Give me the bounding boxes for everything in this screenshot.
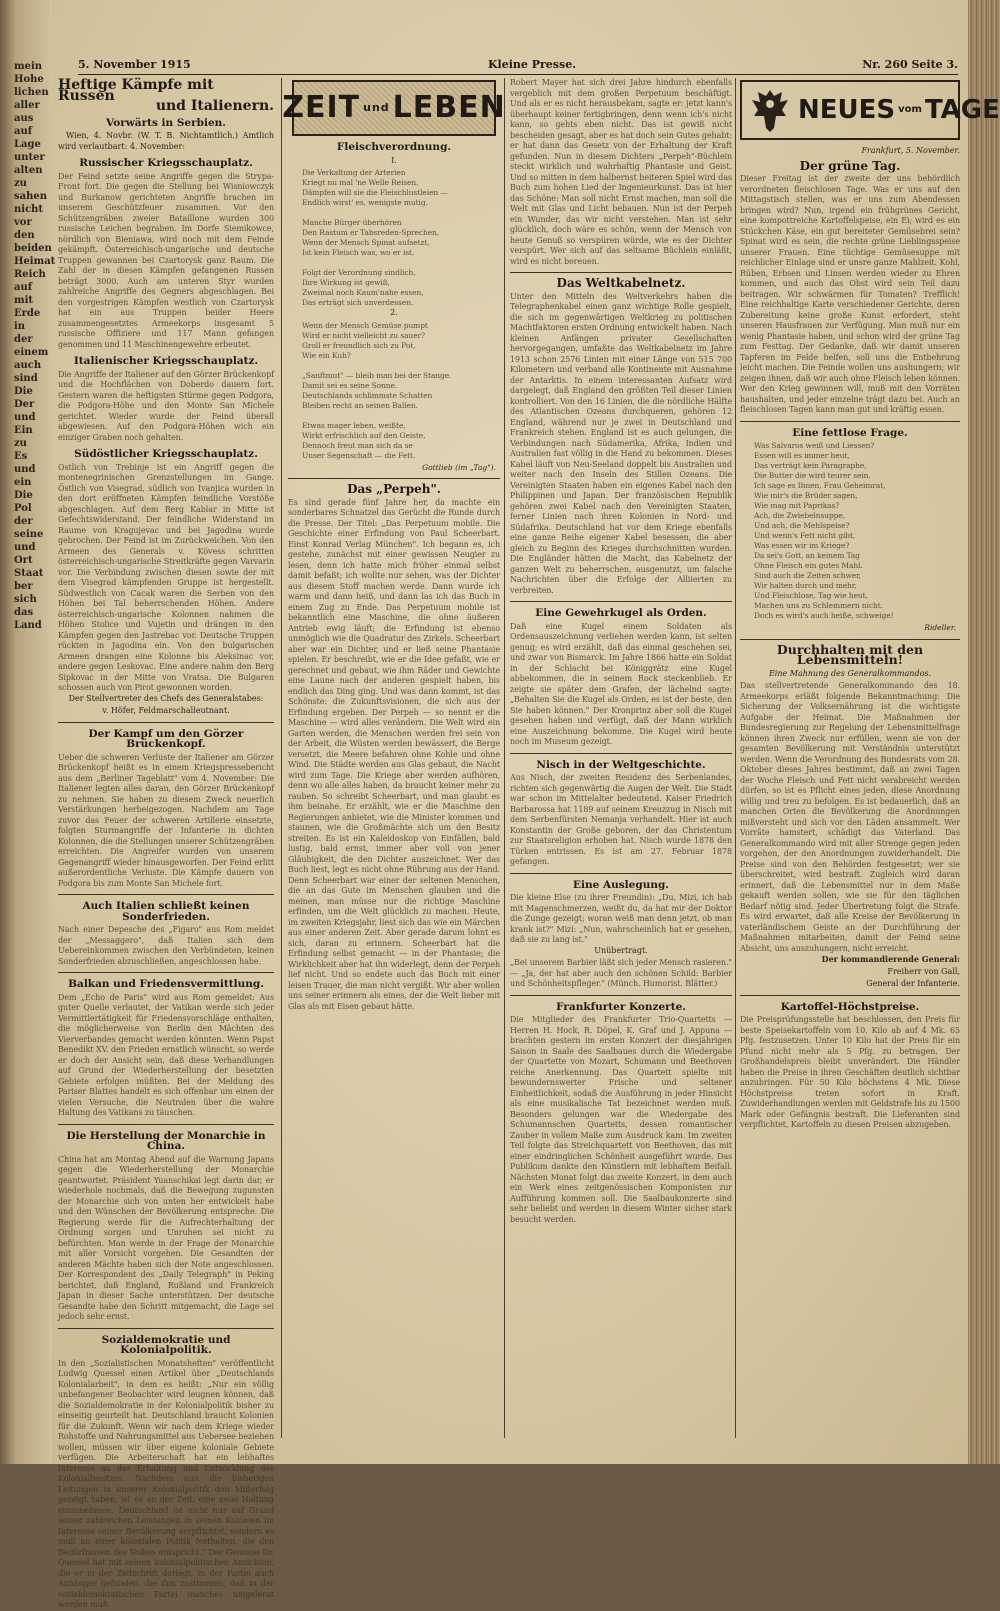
signature: Der Stellvertreter des Chefs des Generalstabes:: [68, 693, 264, 703]
headline: und Italienern.: [155, 98, 274, 114]
section-heading: Eine fettlose Frage.: [792, 426, 908, 439]
masthead-word: und: [363, 100, 390, 114]
divider: [510, 601, 732, 602]
column-1: [58, 77, 274, 1609]
section-heading: Das „Perpeh".: [347, 482, 441, 496]
header-date: 5. November 1915: [78, 58, 191, 71]
article-text: Unter den Mitteln des Weltverkehrs haben die Telegraphenkabel einen ganz wichtige Rolle gespielt, die sich im gegenwärtigen Weltkrieg zu politischen Machtfaktoren ersten Ordnung entwickelt haben. Nach kleinen Anfängen privater Gesellschaften hervorgegangen, umfaßte das Weltkabelnetz im Jahre 1913 schon 2576 Linien mit einer Länge von 515 700 Kilometern und verband alle Kontinente mit Ausnahme der Antarktis. In einem interessanten Aufsatz wird dargelegt, daß England den größten Teil dieser Linien kontrolliert. Von den 16 Linien, die die nördliche Hälfte des Atlantischen Ozeans durchqueren, gehören 12 England, während nur je zwei in Deutschland und Frankreich stehen. England ist es auch gelungen, die Verbindungen nach Südamerika, Afrika, Indien und Australien fast völlig in die Hand zu bekommen. Dieses Kabel läuft von Neu-Seeland doppelt bis Australien und weiter nach den Inseln des Stillen Ozeans. Die Vereinigten Staaten haben ein eigenes Kabel nach den Philippinen und Japan. Der französischen Republik gehören zwei Kabel nach den Vereinigten Staaten, ferner Linien nach ihren Kolonien in Nord- und Südafrika. Deutschland hat vor dem Kriege ebenfalls eine ganze Reihe eigener Kabel besessen, die aber gleich zu Beginn des Krieges durchschnitten wurden. Die Engländer hätten die Macht, das Kabelnetz der ganzen Welt zu beherrschen, ausgenutzt, um falsche Nachrichten über die Erfolge der Alliierten zu verbreiten.: [510, 291, 732, 595]
section-heading: Eine Gewehrkugel als Orden.: [535, 607, 707, 619]
divider: [510, 753, 732, 754]
divider: [740, 639, 960, 640]
masthead-word: ZEIT: [282, 89, 361, 125]
poem-signature: Gottlieb (im „Tag").: [422, 462, 496, 472]
article-text: Die kleine Else (zu ihrer Freundin): „Du, Mizi, ich hab mit Magenschmerzen, weißt du, da hat mir der Doktor die Zunge gezeigt; woran weiß man denn jetzt, ob man krank ist?" Mizi: „Nun, wahrscheinlich hat er gesehen, daß sie zu lang ist.": [510, 893, 732, 944]
article-text: In den „Sozialistischen Monatsheften" veröffentlicht Ludwig Quessel einen Artikel über „Deutschlands Kolonialarbeit", in dem es heißt: „Nur ein völlig unbefangener Beobachter wird leugnen können, daß die Sozialdemokratie in der Kolonialpolitik bisher zu einseitig geurteilt hat. Deutschland braucht Kolonien für die Zukunft. Wenn wir nach dem Kriege wieder Rohstoffe und Nahrungsmittel aus Uebersee beziehen wollen, müssen wir über eigene koloniale Gebiete verfügen. Die Arbeiterschaft hat ein lebhaftes Interesse an der Erhaltung und Entwicklung des Kolonialbesitzes. Nachdem nun die bisherigen Leitungen in unserer Kolonialpolitik den Mißerfolg gezeigt haben, ist es an der Zeit, eine neue Haltung einzunehmen. Deutschland ist nicht nur auf Grund seiner zahlreichen Leistungen in seinen Kolonien im Interesse seiner Bevölkerung verpflichtet, sondern es muß an einer kolonialen Politik festhalten, die den Bedürfnissen des Volkes entspricht." Der Genosse Dr. Quessel hat mit seinen kolonialpolitischen Ansichten, die er in der Zeitschrift darlegt, in der Partei auch Anhänger gefunden, die ihm zustimmen, daß in der sozialdemokratischen Partei manches umgelernt werden muß.: [58, 1358, 274, 1609]
column-rule: [281, 78, 282, 1438]
article-text: Es sind gerade fünf Jahre her, da machte ein sonderbares Schnatzel das Gerücht die Runde durch die Presse. Der Titel: „Das Perpetuum mobile. Die Geschichte einer Erfindung von Paul Scheerbart. Einst Konrad Verlag München". Ich begann es, ich gestehe, zunächst mit einer gewissen Neugier zu lesen, denn ich hatte mich früher einmal selbst damit befaßt; ich wollte nur sehen, was der Dichter aus diesem Stoff machen werde. Dann wurde ich warm und dann heiß, und dann las ich das Buch in einem Zug zu Ende. Das Perpetuum mobile ist bekanntlich eine Maschine, die ohne äußeren Antrieb ewig läuft; die Erfindung ist ebenso unmöglich wie die Quadratur des Zirkels. Scheerbart aber war ein Dichter, und er ließ seine Phantasie spielen. Er beschreibt, wie er die Idee gefaßt, wie er gerechnet und gebaut, wie ihm Räder und Gewichte eine Laune nach der anderen gespielt haben, bis endlich das Ding ging. Und was dann kommt, ist das Schönste: die Zukunftsvisionen, die sich aus der Erfindung ergeben. Der Perpeh — so nennt er die Maschine — wird alles verändern. Die Welt wird ein Garten werden, die Menschen werden frei sein von der Arbeit, die Wüsten werden bewässert, die Berge versetzt, die Meere befahren ohne Kohle und ohne Wind. Die Städte werden aus Glas gebaut, die Nacht wird zum Tage. Die Kriege aber werden aufhören, denn wo alle alles haben, da braucht keiner mehr zu rauben. So schreibt Scheerbart, und man glaubt es ihm beinahe. Er erzählt, wie er die Maschine den Regierungen anbietet, wie die Minister kommen und staunen, wie die Großmächte sich um den Besitz streiten. Es ist ein Kaleidoskop von Einfällen, bald lustig, bald ernst, immer aber voll von jener Gläubigkeit, die den Dichter auszeichnet. Wer das Buch liest, legt es nicht ohne Rührung aus der Hand. Denn Scheerbart war einer der seltenen Menschen, die an das Gute im Menschen glauben und die meinen, man müsse nur die richtige Maschine erfinden, um die Welt glücklich zu machen. Heute, im zweiten Kriegsjahr, liest sich das wie ein Märchen aus einer anderen Zeit. Aber gerade darum lohnt es sich, daran zu erinnern. Scheerbart hat die Erfindung selbst gemacht — in der Phantasie; die Wirklichkeit aber hat ihn widerlegt, denn der Perpeh lief nicht. Und so endete auch das Buch mit einer leisen Trauer, die man nicht vergißt. Wir aber wollen uns seiner erinnern als eines, der die Welt lieber mit Glas als mit Eisen gebaut hätte.: [288, 497, 500, 1011]
divider: [58, 894, 274, 895]
signature: General der Infanterie.: [866, 979, 960, 988]
signature: Der kommandierende General:: [821, 954, 960, 964]
divider: [58, 1124, 274, 1125]
section-heading: Südöstlicher Kriegsschauplatz.: [74, 448, 258, 460]
signature: v. Höfer, Feldmarschalleutnant.: [102, 706, 230, 715]
poem-text: Wenn der Mensch Gemüse pumpt Wird er nicht vielleicht zu sauer? Groll er freundlich sich zu Pot, Wie ein Kuh? „Sanftmut" — bleib man bei der Stange. Damit sei es seine Sonne. Deutschlands schlimmste Schatten Bleiben recht an seinen Ballen. Etwas mager leben, weißte, Wirkt erfrischlich auf den Geiste, Dennoch freut man sich da se Unser Segenschaft — die Fett.: [302, 320, 452, 460]
previous-page-edge: mein Hohe lichen aller aus auf Lage unter alten zu sahen nicht vor den beiden Heimat Reich auf mit Erde in der einem auch sind Die Der und Ein zu Es und ein Die Pol der seine und Ort Staat ber sich das Land: [0, 0, 52, 1464]
section-heading: Der grüne Tag.: [799, 158, 901, 173]
section-heading: Auch Italien schließt keinen Sonderfrieden.: [82, 900, 250, 923]
page-header: [78, 56, 958, 75]
section-heading: Durchhalten mit den Lebensmitteln!: [776, 641, 924, 667]
poem-text: Die Verkaltung der Arterien Kriegt nu mal 'ne Welle Reisen, Dämpfen will sie die Fleischlustleien — Endlich wirst' es, wenigste mutig. Manche Bürger überhören Den Rastum er Tabsreden-Sprechen, Wenn der Mensch Spinat aufsetzt, Ist kein Fleisch was, wo er ist. Folgt der Verordnung sindlich, Ihre Wirkung ist gewiß, Zweimal noch Kaum'nahe essen, Das erträgt sich unverdessen.: [302, 168, 448, 307]
subheadline: Vorwärts in Serbien.: [106, 116, 226, 129]
masthead-word: TAGE: [924, 94, 1000, 125]
article-text: China hat am Montag Abend auf die Warnung Japans gegen die Wiederherstellung der Monarchie geantwortet. Präsident Yuanschikai legt darin dar, er wiederhole nochmals, daß die Bewegung zugunsten der Monarchie sich von unten her entwickelt habe und den Wünschen der Bevölkerung entspreche. Die Regierung werde für die Aufrechterhaltung der Ordnung sorgen und Unruhen sei nicht zu befürchten. Man werde in der Frage der Monarchie mit aller Vorsicht vorgehen. Die Gesandten der anderen Mächte haben sich der Note angeschlossen. Der Korrespondent des „Daily Telegraph" in Peking berichtet, daß England, Rußland und Frankreich Japan in dieser Sache unterstützen. Der deutsche Gesandte habe den Schritt mitgemacht, die Lage sei jedoch sehr ernst.: [58, 1154, 274, 1321]
section-heading: Der Kampf um den Görzer Brückenkopf.: [88, 727, 244, 750]
section-heading: Balkan und Friedensvermittlung.: [68, 978, 264, 990]
article-text: Die Mitglieder des Frankfurter Trio-Quartetts — Herren H. Hock, R. Döpel, K. Graf und J. Appuna — brachten gestern im ersten Konzert der diesjährigen Saison in Saale des Saalbaues durch die Wiedergabe der Quartette von Mozart, Schumann und Beethoven reiche Anerkennung. Das Quartett spielte mit bewundernswerter Frische und seltener Einheitlichkeit, sodaß die Ausführung in jeder Hinsicht als eine musikalische Tat bezeichnet werden muß. Besonders gelungen war die Wiedergabe des Schumannschen Quartetts, dessen romantischer Zauber in vollem Maße zum Ausdruck kam. Im zweiten Teil folgte das Streichquartett von Beethoven, das mit einer eindringlichen Schönheit ausgeführt wurde. Das Publikum dankte den Künstlern mit lebhaftem Beifall. Nächsten Monat folgt das zweite Konzert, in dem auch ein Werk eines zeitgenössischen Komponisten zur Aufführung kommen soll. Die Saalbaukonzerte sind sehr beliebt und werden in diesem Winter sicher stark besucht werden.: [510, 1015, 732, 1224]
column-3: [510, 78, 732, 1448]
divider: [58, 1328, 274, 1329]
section-heading: Eine Auslegung.: [573, 878, 669, 891]
article-text: „Bei unserem Barbier läßt sich jeder Mensch rasieren." — „Ja, der hat aber auch den schönen Schild: Barbier und Schönheitspfleger." (Münch. Humorist. Blätter.): [510, 958, 732, 988]
page-stack-edge: [968, 0, 1000, 1464]
section-heading: Frankfurter Konzerte.: [556, 1000, 686, 1013]
masthead-word: NEUES: [798, 94, 896, 125]
divider: [58, 972, 274, 973]
section-heading: Italienischer Kriegsschauplatz.: [73, 355, 259, 367]
neues-vom-tage-masthead: [740, 80, 1000, 140]
article-text: Daß eine Kugel einem Soldaten als Ordensauszeichnung verliehen werden kann, ist selten genug; es wird erzählt, daß das einmal geschehen sei, und zwar von Bismarck. Im Jahre 1866 hatte ein Soldat in der Schlacht bei Königgrätz eine Kugel abbekommen, die in seinem Rock steckenblieb. Er zeigte sie später dem Grafen, der lächelnd sagte: „Behalten Sie die Kugel als Orden, es ist der beste, den Sie haben können." Der Kronprinz aber soll die Kugel gesehen haben und verfügt, daß der Mann wirklich eine Auszeichnung bekomme. Die Kugel wird heute noch im Museum gezeigt.: [510, 621, 732, 746]
divider: [740, 421, 960, 422]
article-text: Das stellvertretende Generalkommando des 18. Armeekorps erläßt folgende Bekanntmachung: Die Sicherung der Volksernährung ist die wichtigste Aufgabe der Heimat. Die Maßnahmen der Bundesregierung zur Regelung der Lebensmittelfrage können ihren Zweck nur erfüllen, wenn sie von der gesamten Bevölkerung mit Verständnis unterstützt werden. Wenn die Verordnung des Bundesrats vom 28. Oktober dieses Jahres bestimmt, daß an zwei Tagen der Woche Fleisch und Fett nicht verabreicht werden dürfen, so ist es Pflicht eines jeden, diese Anordnung willig und treu zu befolgen. Es ist bedauerlich, daß an manchen Orten die Bevölkerung die Anordnungen mißversteht und sich vor den Läden ansammelt. Wer Vorräte hamstert, schädigt das Vaterland. Das Generalkommando wird mit aller Strenge gegen jeden vorgehen, der den Anordnungen zuwiderhandelt. Die Preise sind von den Behörden festgesetzt; wer sie überschreitet, wird bestraft. Zugleich wird daran erinnert, daß die Lebensmittel nur in dem Maße gekauft werden sollen, wie sie für den täglichen Bedarf nötig sind. Jeder Übertretung folgt die Strafe. Es wird erwartet, daß alle Kreise der Bevölkerung in vaterländischem Geiste an der Durchführung der Maßnahmen mitarbeiten, damit der Feind seine Absicht, uns auszuhungern, nicht erreicht.: [740, 681, 960, 953]
poem-title: Fleischverordnung.: [336, 141, 452, 153]
column-rule: [735, 78, 736, 1438]
dateline: Frankfurt, 5. November.: [861, 146, 960, 155]
article-text: Der Feind setzte seine Angriffe gegen die Strypa-Front fort. Die gegen die Stellung bei Wisniowczyk und Burkanow gerichteten Angriffe brachen im unserem Geschützfeuer zusammen. Vor den Schützengräben zweier Bataillone wurden 300 russische Leichen begraben. Im Dorfe Siemikowce, nördlich von Bieniawa, wird noch mit dem Feinde gekämpft. Österreichisch-ungarische und deutsche Truppen gewannen bei Czartorysk ganz Raum. Die Zahl der in diesen Kämpfen gefangenen Russen beträgt 3000. Auch am unteren Styr wurden zahlreiche Angriffe des Gegners abgeschlagen. Bei den vorgestrigen Kämpfen westlich von Czartorysk hat ein aus Truppen beider Heere zusammengesetztes Armeekorps insgesamt 5 russische Offiziere und 117 Mann gefangen genommen und 11 Maschinengewehre erbeutet.: [58, 171, 274, 349]
column-4: [740, 78, 1000, 1448]
section-heading: Die Herstellung der Monarchie in China.: [66, 1129, 266, 1152]
section-heading: Nisch in der Weltgeschichte.: [536, 758, 706, 771]
header-paper: Kleine Presse.: [488, 58, 577, 71]
masthead-word: vom: [898, 103, 922, 115]
article-text: Aus Nisch, der zweiten Residenz des Serbenlandes, richten sich gegenwärtig die Augen der Welt. Die Stadt war schon im Mittelalter bedeutend. Kaiser Friedrich Barbarossa hat 1189 auf seinem Kreuzzug in Nisch mit dem Serbenfürsten Nemanja verhandelt. Hier ist auch Konstantin der Große geboren, der das Christentum zur Staatsreligion erhoben hat. Nisch wurde 1878 den Türken entrissen. Es ist am 27. Februar 1878 gefangen.: [510, 773, 732, 866]
article-text: Dieser Freitag ist der zweite der uns behördlich verordneten fleischlosen Tage. Was er uns auf den Mittagstisch stellen, was er uns zum Abendessen bringen wird? Nun, irgend ein frühgrünes Gericht, eine kompottreiche Kartoffelspeise, ein Ei; wird es ein Stückchen Käse, ein gut bereiteter Gemüsebrei sein? Spinat wird es sein, die rechte grüne Lieblingsspeise unserer Frauen. Eine tüchtige Gemüsesuppe mit reichlicher Einlage sind er unsre ganze Mahlzeit. Kohl, Rüben, Erbsen und Linsen werden wieder zu Ehren kommen, und auch das Obst wird sein Teil dazu beitragen. Wir schwärmen für Tomaten? Trefflich! Eine reichhaltige Karte verschiedener Gerichte, deren Zubereitung keine große Kunst erfordert, steht unseren Hausfrauen zur Verfügung. Man muß nur ein wenig Phantasie haben, und schon wird der grüne Tag zum Festtag. Der Gedanke, daß wir damit unseren Tapferen im Felde helfen, soll uns die Entbehrung leicht machen. Die Feinde wollen uns aushungern; wir zeigen ihnen, daß wir auch ohne Fleisch leben können. Wer den Krieg gewinnen will, muß mit den Vorräten haushalten, und jeder einzelne trägt dazu bei. Auch an fleischlosen Tagen kann man gut und kräftig essen.: [740, 174, 960, 414]
article-text: Dem „Echo de Paris" wird aus Rom gemeldet: Aus guter Quelle verlautet, der Vatikan werde sich jeder Vermittlertätigkeit für Friedensvorschläge enthalten, die möglicherweise von Berlin den Mächten des Vierverbandes gemacht werden könnten. Wenn Papst Benedikt XV. den Frieden ernstlich wünscht, so werde er doch der Ansicht sein, daß diese Verhandlungen auf Grund der Wiederherstellung der besetzten Gebiete erfolgen müßten. Bei der Meldung des Pariser Blattes handelt es sich offenbar um einen der vielen Versuche, die Neutralen über die wahre Haltung des Vatikans zu täuschen.: [58, 992, 274, 1117]
divider: [740, 995, 960, 996]
article-text: Die Preisprüfungsstelle hat beschlossen, den Preis für beste Speisekartoffeln vom 10. Kilo ab auf 4 Mk. 65 Pfg. festzusetzen. Unter 10 Kilo hat der Preis für ein Pfund nicht mehr als 5 Pfg. zu betragen. Der Großhandelspreis bleibt unverändert. Die Händler haben die Preise in ihren Geschäften deutlich sichtbar anzubringen. Für 50 Kilo höchstens 4 Mk. Diese Höchstpreise treten sofort in Kraft. Zuwiderhandlungen werden mit Geldstrafe bis zu 1500 Mark oder Gefängnis bestraft. Die Lieferanten sind verpflichtet, Kartoffeln zu diesen Preisen abzugeben.: [740, 1015, 960, 1129]
article-text: Nach einer Depesche des „Figaro" aus Rom meldet der „Messaggero", daß Italien sich dem Uebereinkommen zwischen den Verbündeten, keinen Sonderfrieden abzuschließen, angeschlossen habe.: [58, 925, 274, 966]
section-heading: Das Weltkabelnetz.: [556, 276, 686, 290]
article-text: Östlich von Trebinje ist ein Angriff gegen die montenegrinischen Grenzstellungen im Gange. Östlich von Visegrad, südlich von Ivanjica wurden in den dort eröffneten Kämpfen feindliche Vorstöße abgeschlagen. Auf dem Berg Kablar in Mitte ist Gefechtswiderstand. Der feindliche Widerstand im Raume von Kragujevac und bei Jagodina wurde gebrochen. Der Feind ist im Zurückweichen. Von den Armeen des Generals v. Kövess schritten österreichisch-ungarische Streitkräfte gegen Varvarin vor. Die Verbindung zwischen diesen sowie der mit dem Visegrad kämpfenden Gruppe ist hergestellt. Südwestlich von Cacak waren die Serben von den Höhen bei Tal beherrschenden Höhen. Andere österreichisch-ungarische Kolonnen nahmen die Höhen Stolice und Vujetin und drängen in den Kämpfen gegen den Jastrebac vor. Deutsche Truppen rückten in Jagodina ein. Von den bulgarischen Armeen drangen eine Kolonne bis Aleksinac vor, andere gegen Leskovac. Eine andere nahm den Berg Sipkovac in der Mitte von Vratsa. Die Bulgaren schossen auch von Pirot gewonnen worden.: [58, 462, 274, 692]
column-rule: [504, 78, 505, 1438]
section-subheading: Eine Mahnung des Generalkommandos.: [768, 668, 932, 678]
zeit-und-leben-masthead: [282, 80, 506, 136]
signature: Freiherr von Gall,: [887, 966, 960, 976]
poem-signature: Rideller.: [924, 623, 956, 632]
headline: Heftige Kämpfe mit Russen: [58, 77, 214, 104]
divider: [58, 722, 274, 723]
header-issue: Nr. 260 Seite 3.: [862, 58, 958, 71]
divider: [510, 995, 732, 996]
section-heading: Kartoffel-Höchstpreise.: [780, 1000, 920, 1013]
poem-text: Was Salvaros weiß und Liessen? Essen will es immer heut, Das verträgt kein Paragraphe, Die Butter die wird teurer sein. Ich sage es Ihnen, Frau Geheimrat, Wie mir's die Brüder sagen, Wie mag mit Paprikas? Ach, die Zwiebelnsuppe, Und ach, die Mehlspeise? Und wenn's Fett nicht gibt, Was essen wir im Kriege? Da sei's Gott, an keinem Tag Ohne Fleisch ein gutes Mahl. Sind auch die Zeiten schwer, Wir halten durch und mehr, Und Fleischlose, Tag wie heut, Machen uns zu Schlemmern nicht. Doch es wird's auch heiße, schweige!: [754, 441, 894, 620]
column-2: [282, 78, 506, 1448]
section-heading: Russischer Kriegsschauplatz.: [79, 157, 253, 169]
poem-part-number: 2.: [390, 308, 398, 317]
divider: [288, 478, 500, 479]
article-text: Robert Mayer hat sich drei Jahre hindurch ebenfalls vergeblich mit dem großen Perpetuum beschäftigt. Und als er es nicht herausbekam, sagte er: jetzt kann's überhaupt keiner fertigbringen, denn wenn ich's nicht kann, so gehts eben nicht. Das ist gewiß nicht bescheiden gesagt, aber es hat doch sein Gutes gehabt: er hat dann das Gesetz von der Erhaltung der Kraft gefunden. Nun in diesem Dichters „Perpeh"-Büchlein steckt wirklich und wahrhaftig Phantasie und Geist. Und so mitten in dem halbernst heiteren Spiel wird das Buch zum hohen Lied der Ingenieurkunst. Das ist hier das Schöne: Man soll nicht Ernst machen, man soll die Welt mit Glas und Licht bebauen. Nun ist der Perpeh ein Wunder, das wir nicht verstehen. Man ist sehr glücklich, doch wäre es schön, wenn der Mensch von heute Genuß so verspüren würde, wie es der Dichter verspürt. Wer sich auf das seltsame Büchlein einläßt, wird es nicht bereuen.: [510, 78, 732, 266]
dateline: Wien, 4. Novbr. (W. T. B. Nichtamtlich.) Amtlich wird verlautbart: 4. November:: [58, 131, 274, 151]
section-heading: Sozialdemokratie und Kolonialpolitik.: [101, 1333, 231, 1356]
divider: [510, 873, 732, 874]
poem-part-number: I.: [391, 155, 397, 165]
masthead-word: LEBEN: [392, 89, 506, 125]
divider: [510, 272, 732, 273]
article-text: Ueber die schweren Verluste der Italiener am Görzer Brückenkopf heißt es in einem Kriegspressebericht aus dem „Berliner Tageblatt" vom 4. November: Die Italiener legten alles daran, den Görzer Brückenkopf zu nehmen. Sie haben zu diesem Zweck neuerlich Verstärkungen herbeigezogen. Nachdem am Tage zuvor das Feuer der schweren Artillerie einsetzte, folgten Sturmangriffe der Infanterie in dichten Kolonnen, die die Stellungen unserer Schützengräben erreichten. Die Angreifer wurden von unserem Gegenangriff wieder hinausgeworfen. Der Feind erlitt außerordentliche Verluste. Die Kämpfe dauern von Podgora bis zum Monte San Michele fort.: [58, 752, 274, 888]
eagle-emblem-icon: [748, 86, 792, 134]
section-subheading: Unübertragt.: [594, 945, 648, 955]
article-text: Die Angriffe der Italiener auf den Görzer Brückenkopf und die Hochflächen von Doberdo dauern fort. Gestern waren die heftigsten Stürme gegen Podgora, die Podgora-Höhe und den Monte San Michele gerichtet. Wieder wurde der Feind überall abgewiesen. Auf den Podgora-Höhen wich ein einziger Graben noch gehalten.: [58, 369, 274, 442]
